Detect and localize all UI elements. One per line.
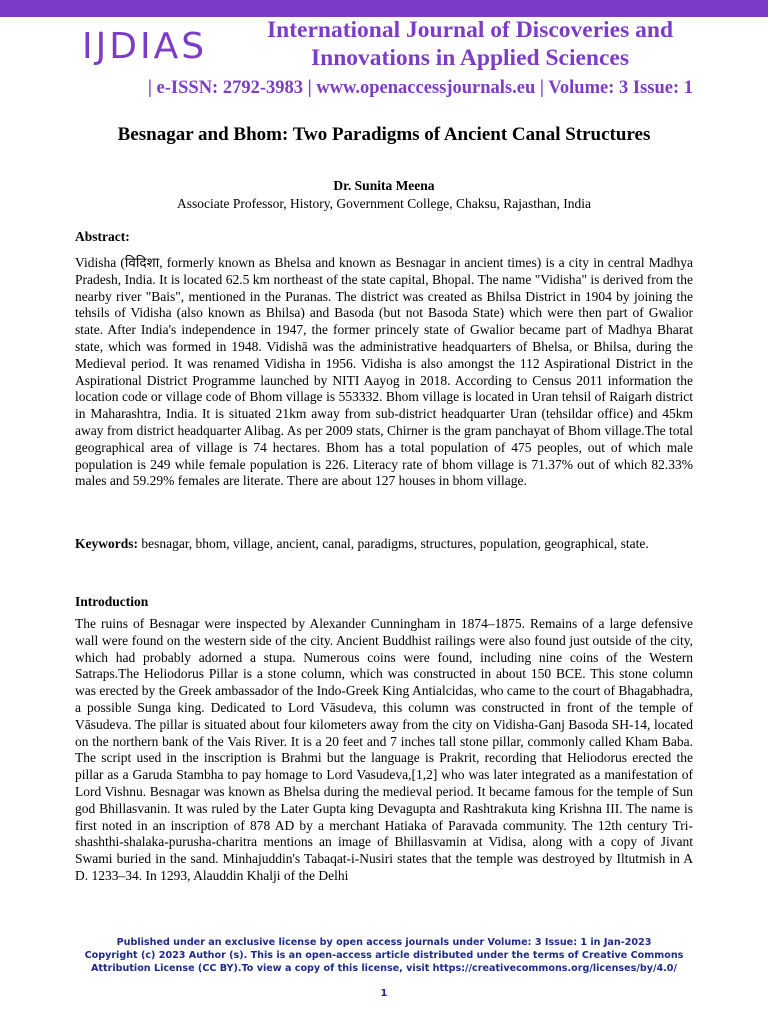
issn-line: | e-ISSN: 2792-3983 | www.openaccessjournals.eu | Volume: 3 Issue: 1 <box>147 78 693 98</box>
footer-line3: Attribution License (CC BY).To view a copy of this license, visit https://creativecommons.org/licenses/by/4.0/ <box>91 963 677 974</box>
paper-title: Besnagar and Bhom: Two Paradigms of Ancient Canal Structures <box>117 124 651 145</box>
header-color-bar <box>0 0 768 17</box>
abstract-heading: Abstract: <box>75 229 130 244</box>
author-name: Dr. Sunita Meena <box>333 178 435 193</box>
keywords-paragraph <box>75 536 693 553</box>
abstract-text: Vidisha (विदिशा, formerly known as Bhelsa and known as Besnagar in ancient times) is a city in central Madhya Pradesh, India. It is located 62.5 km northeast of the state capital, Bhopal. The name "Vidisha" is derived from the nearby river "Bais", mentioned in the Puranas. The district was created as Bhilsa District in 1904 by joining the tehsils of Vidisha (also known as Bhilsa) and Basoda (but not Basoda State) which were then part of Gwalior state. After India's independence in 1947, the former princely state of Gwalior became part of Madhya Bharat state, which was formed in 1948. Vidishā was the administrative headquarters of Bhelsa, or Bhilsa, during the Medieval period. It was renamed Vidisha in 1956. Vidisha is also amongst the 112 Aspirational District in the Aspirational District Programme launched by NITI Aayog in 2018. According to Census 2011 information the location code or village code of Bhom village is 553332. Bhom village is located in Uran tehsil of Raigarh district in Maharashtra, India. It is situated 21km away from sub-district headquarter Uran (tehsildar office) and 45km away from district headquarter Alibag. As per 2009 stats, Chirner is the gram panchayat of Bhom village.The total geographical area of village is 74 hectares. Bhom has a total population of 475 peoples, out of which male population is 249 while female population is 226. Literacy rate of bhom village is 71.37% out of which 82.33% males and 59.29% females are literate. There are about 127 houses in bhom village. <box>75 255 693 489</box>
introduction-heading: Introduction <box>75 594 149 609</box>
journal-title <box>240 16 700 72</box>
author-affiliation: Associate Professor, History, Government College, Chaksu, Rajasthan, India <box>176 196 591 211</box>
footer-line1: Published under an exclusive license by open access journals under Volume: 3 Issue: 1 in Jan-2023 <box>116 937 652 948</box>
keywords-text: besnagar, bhom, village, ancient, canal, paradigms, structures, population, geographical, state. <box>138 536 649 551</box>
journal-title-line1: International Journal of Discoveries and <box>266 17 674 43</box>
keywords-label: Keywords: <box>75 536 138 551</box>
page-number: 1 <box>380 988 388 999</box>
footer-line2: Copyright (c) 2023 Author (s). This is an open-access article distributed under the terms of Creative Commons <box>84 950 684 961</box>
journal-title-line2: Innovations in Applied Sciences <box>311 45 629 71</box>
journal-logo: IJDIAS <box>82 26 208 67</box>
license-footer <box>0 936 768 975</box>
introduction-text: The ruins of Besnagar were inspected by Alexander Cunningham in 1874–1875. Remains of a large defensive wall were found on the western side of the city. Ancient Buddhist railings were also found just outside of the city, which had probably adorned a stupa. Numerous coins were found, including nine coins of the Western Satraps.The Heliodorus Pillar is a stone column, which was constructed in about 150 BCE. This stone column was erected by the Greek ambassador of the Indo-Greek King Antialcidas, who came to the court of Bhagabhadra, a possible Sunga king. Dedicated to Lord Vāsudeva, this column was constructed in front of the temple of Vāsudeva. The pillar is situated about four kilometers away from the city on Vidisha-Ganj Basoda SH-14, located on the northern bank of the Vais River. It is a 20 feet and 7 inches tall stone pillar, commonly called Kham Baba. The script used in the inscription is Brahmi but the language is Prakrit, recording that Heliodorus erected the pillar as a Garuda Stambha to pay homage to Lord Vasudeva,[1,2] who was later integrated as a manifestation of Lord Vishnu. Besnagar was known as Bhelsa during the medieval period. It became famous for the temple of Sun god Bhillasvanin. It was ruled by the Later Gupta king Devagupta and Rashtrakuta king Krishna III. The name is first noted in an inscription of 878 AD by a merchant Hatiaka of Paravada community. The 12th century Tri-shashthi-shalaka-purusha-charitra mentions an image of Bhillasvamin at Vidisa, along with a copy of Jivant Swami buried in the sand. Minhajuddin's Tabaqat-i-Nusiri states that the temple was destroyed by Iltutmish in A D. 1233–34. In 1293, Alauddin Khalji of the Delhi <box>75 616 693 883</box>
